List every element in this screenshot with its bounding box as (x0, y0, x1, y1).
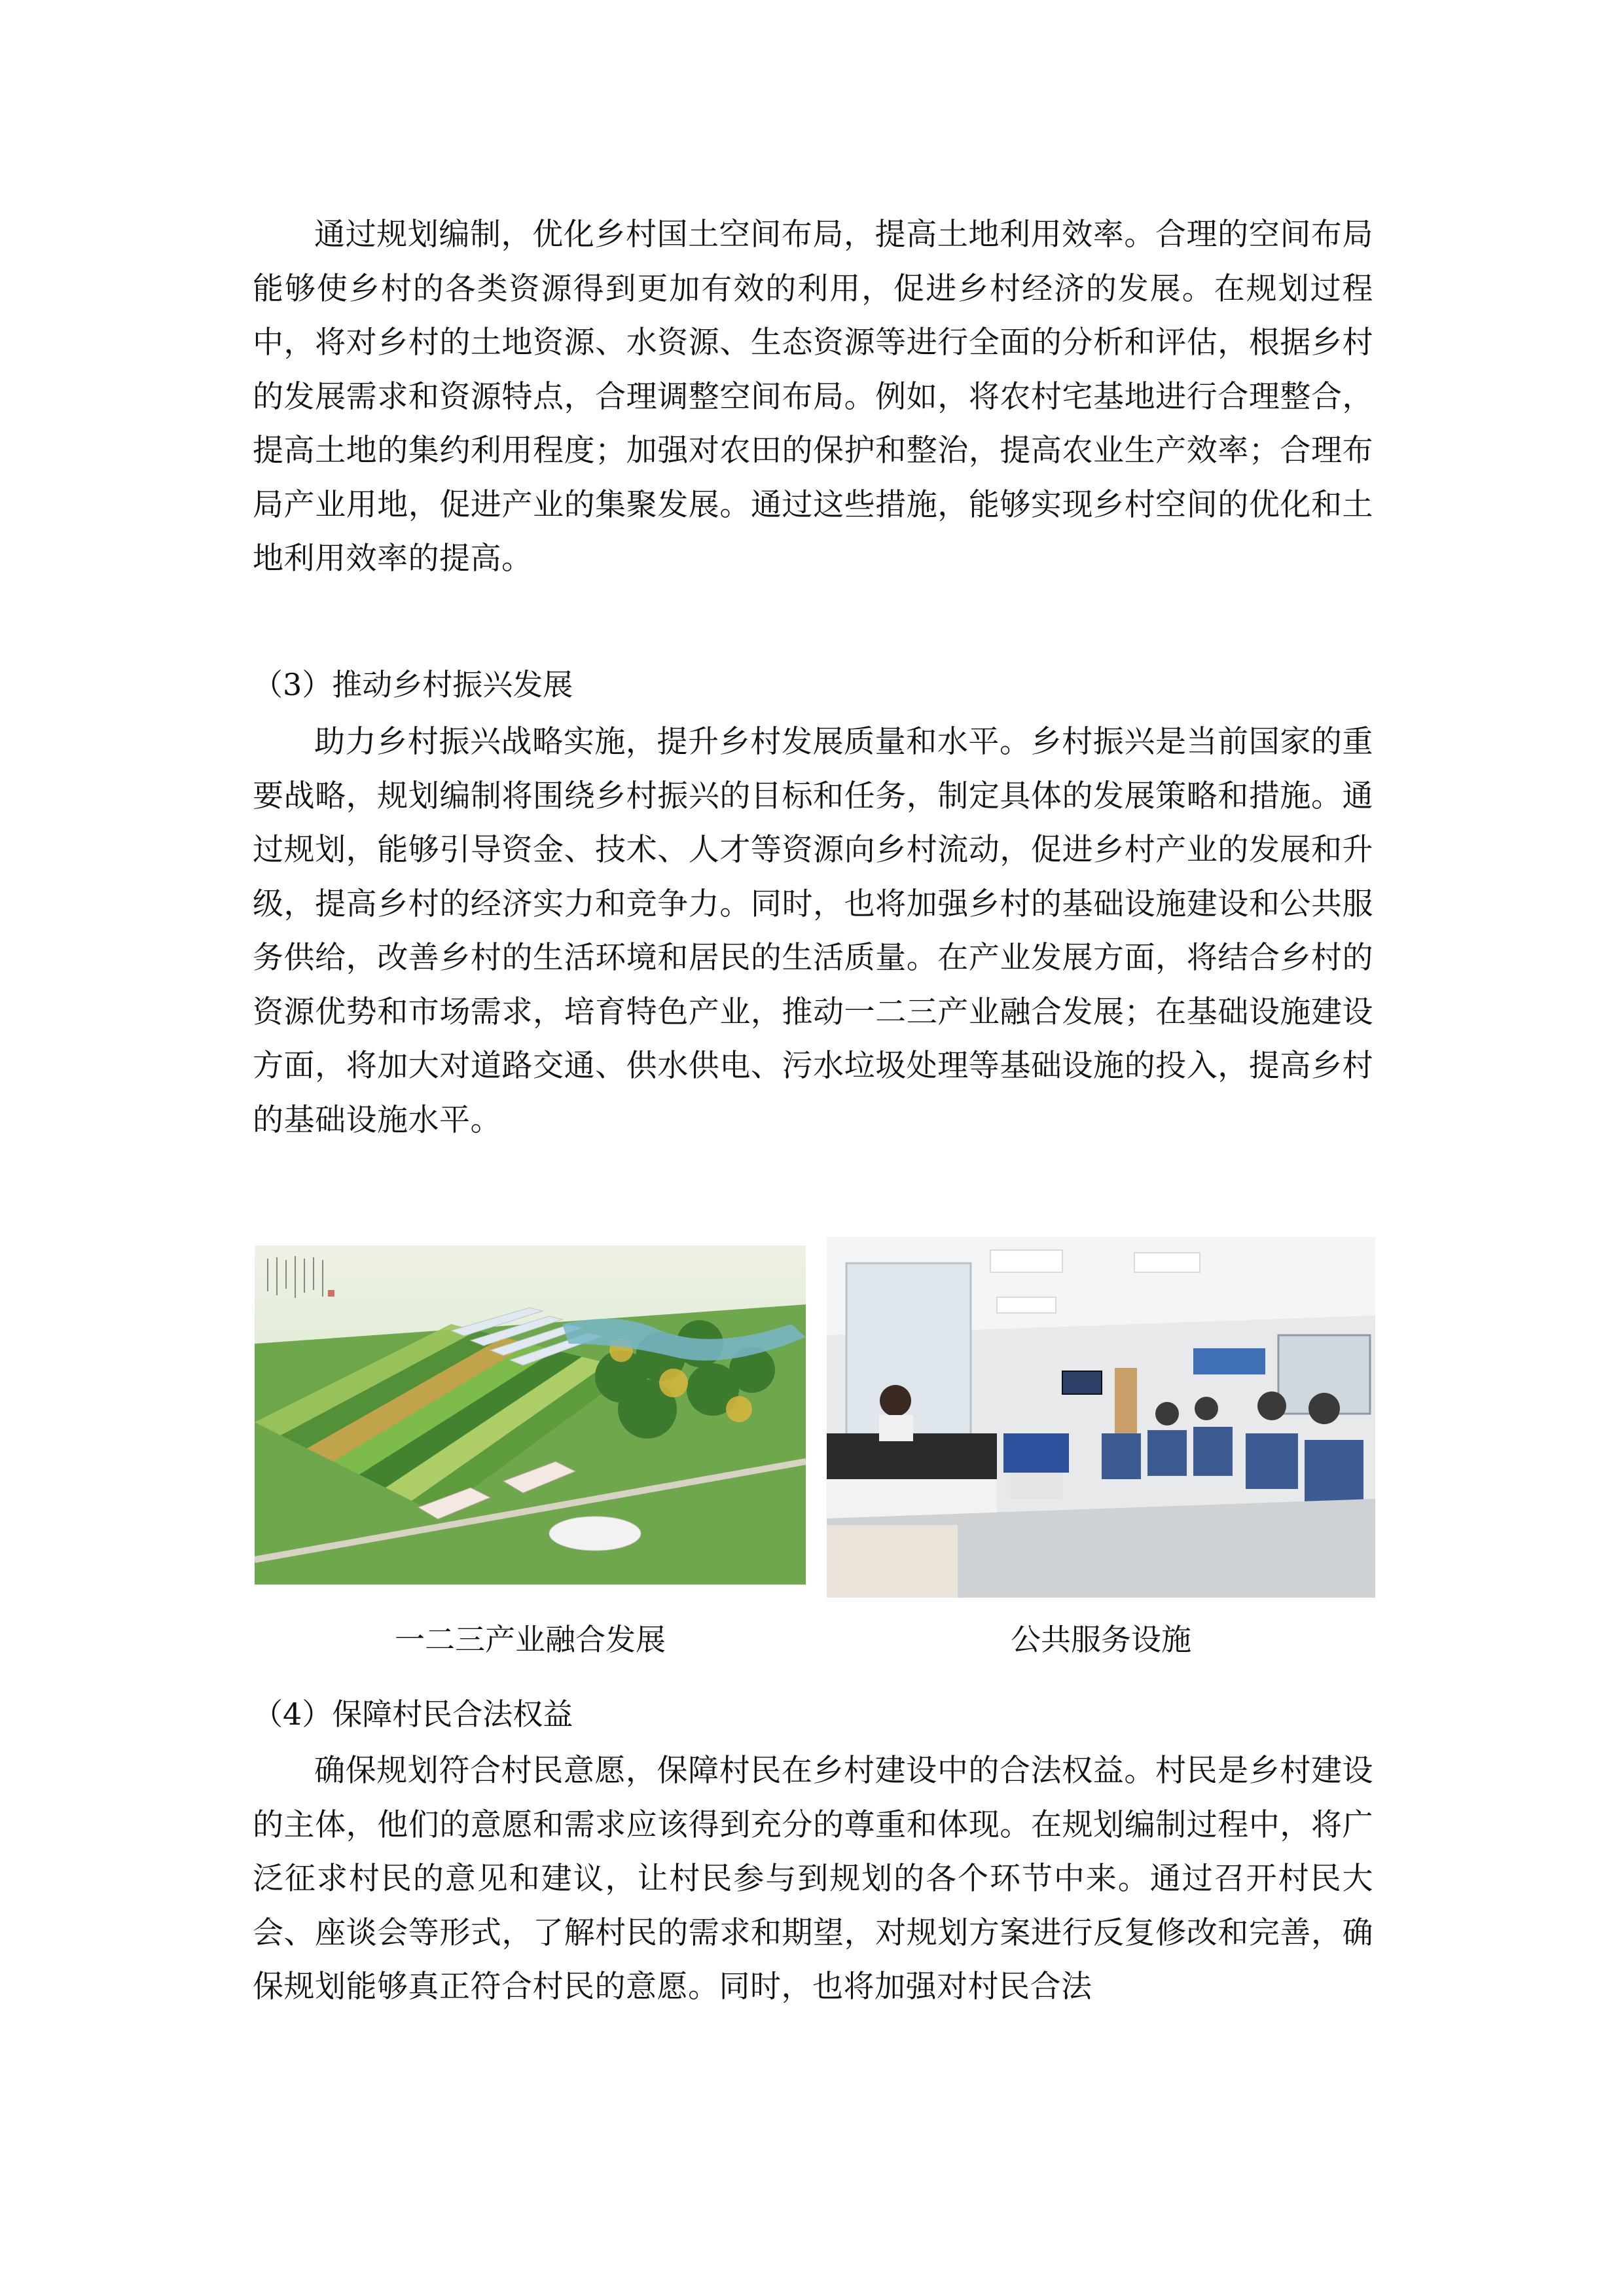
aerial-park-rendering (255, 1246, 806, 1585)
figure-caption-industry-integration: 一二三产业融合发展 (395, 1622, 666, 1657)
paragraph-spatial-layout: 通过规划编制，优化乡村国土空间布局，提高土地利用效率。合理的空间布局能够使乡村的各类资源得到更加有效的利用，促进乡村经济的发展。在规划过程中，将对乡村的土地资源、水资源、生态资源等进行全面的分析和评估，根据乡村的发展需求和资源特点，合理调整空间布局。例如，将农村宅基地进行合理整合，提高土地的集约利用程度；加强对农田的保护和整治，提高农业生产效率；合理布局产业用地，促进产业的集聚发展。通过这些措施，能够实现乡村空间的优化和土地利用效率的提高。 (253, 217, 1373, 577)
paragraph-villager-rights: 确保规划符合村民意愿，保障村民在乡村建设中的合法权益。村民是乡村建设的主体，他们的意愿和需求应该得到充分的尊重和体现。在规划编制过程中，将广泛征求村民的意见和建议，让村民参与到规划的各个环节中来。通过召开村民大会、座谈会等形式，了解村民的需求和期望，对规划方案进行反复修改和完善，确保规划能够真正符合村民的意愿。同时，也将加强对村民合法 (253, 1753, 1373, 2005)
heading-villager-rights: （4）保障村民合法权益 (253, 1696, 573, 1732)
clinic-interior-photo (827, 1237, 1375, 1598)
public-service-facility-image (827, 1237, 1375, 1598)
figure-caption-public-service: 公共服务设施 (1011, 1622, 1191, 1657)
heading-rural-revitalization: （3）推动乡村振兴发展 (253, 667, 573, 702)
paragraph-rural-revitalization: 助力乡村振兴战略实施，提升乡村发展质量和水平。乡村振兴是当前国家的重要战略，规划编制将围绕乡村振兴的目标和任务，制定具体的发展策略和措施。通过规划，能够引导资金、技术、人才等资源向乡村流动，促进乡村产业的发展和升级，提高乡村的经济实力和竞争力。同时，也将加强乡村的基础设施建设和公共服务供给，改善乡村的生活环境和居民的生活质量。在产业发展方面，将结合乡村的资源优势和市场需求，培育特色产业，推动一二三产业融合发展；在基础设施建设方面，将加大对道路交通、供水供电、污水垃圾处理等基础设施的投入，提高乡村的基础设施水平。 (253, 724, 1373, 1138)
industry-integration-image (255, 1246, 806, 1585)
